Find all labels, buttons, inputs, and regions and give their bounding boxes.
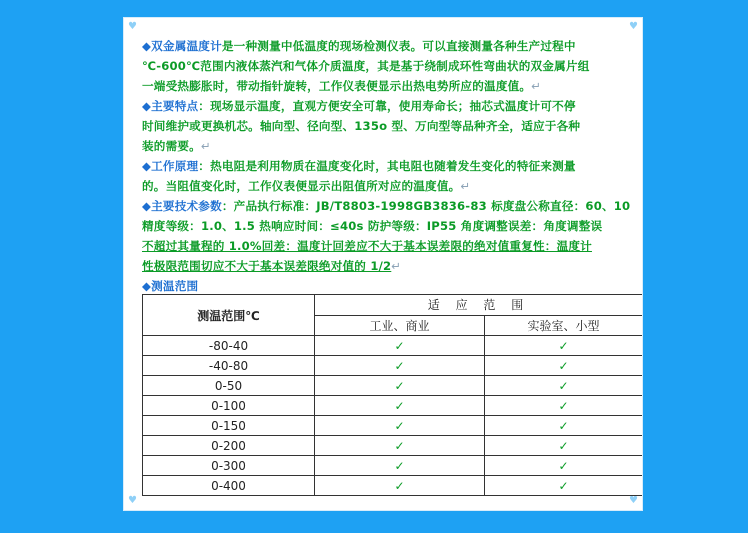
body-text: 一端受热膨胀时，带动指针旋转，工作仪表便显示出热电势所应的温度值。: [142, 79, 532, 93]
body-text: 装的需要。: [142, 139, 201, 153]
body-text: 的。当阻值变化时，工作仪表便显示出阻值所对应的温度值。: [142, 179, 461, 193]
check-cell-industry: ✓: [315, 356, 485, 376]
text-line: [142, 196, 643, 216]
text-line: [142, 116, 643, 136]
text-line: [142, 176, 643, 196]
table-row: [143, 476, 643, 496]
paragraph-mark-icon: ↵: [391, 259, 402, 273]
check-cell-laboratory: ✓: [485, 476, 643, 496]
body-text: ：热电阻是利用物质在温度变化时，其电阻也随着发生变化的特征来测量: [198, 159, 576, 173]
body-text: ℃-600℃范围内液体蒸汽和气体介质温度，其是基于绕制成环性弯曲状的双金属片组: [142, 59, 590, 73]
text-line: [142, 76, 643, 96]
laboratory-header: 实验室、小型: [485, 315, 643, 336]
check-cell-industry: ✓: [315, 376, 485, 396]
text-line: [142, 276, 643, 296]
table-row: [143, 396, 643, 416]
table-row: [143, 336, 643, 356]
text-line: [142, 56, 643, 76]
text-line: [142, 236, 643, 256]
body-text: ：现场显示温度，直观方便安全可靠，使用寿命长；抽芯式温度计可不停: [198, 99, 576, 113]
section-heading: ◆主要特点: [142, 99, 199, 113]
table-row: [143, 376, 643, 396]
table-row: [143, 456, 643, 476]
check-cell-industry: ✓: [315, 396, 485, 416]
paragraph-mark-icon: ↵: [460, 179, 471, 193]
paragraph-mark-icon: ↵: [531, 79, 542, 93]
text-line: [142, 216, 643, 236]
check-cell-industry: ✓: [315, 476, 485, 496]
range-cell: 0-400: [143, 476, 315, 496]
range-header: 测温范围℃: [143, 295, 315, 336]
section-heading: ◆测温范围: [142, 279, 199, 293]
body-text: 是一种测量中低温度的现场检测仪表。可以直接测量各种生产过程中: [221, 39, 576, 53]
heart-icon: ♥: [128, 21, 137, 32]
range-cell: 0-150: [143, 416, 315, 436]
check-cell-laboratory: ✓: [485, 416, 643, 436]
heart-icon: ♥: [128, 495, 137, 506]
table-row: [143, 416, 643, 436]
check-cell-industry: ✓: [315, 436, 485, 456]
text-line: [142, 156, 643, 176]
range-cell: -80-40: [143, 336, 315, 356]
section-heading: ◆双金属温度计: [142, 39, 222, 53]
temperature-range-table: [142, 294, 643, 496]
section-heading: ◆工作原理: [142, 159, 199, 173]
check-cell-laboratory: ✓: [485, 436, 643, 456]
check-cell-laboratory: ✓: [485, 396, 643, 416]
industry-header: 工业、商业: [315, 315, 485, 336]
body-text: ：产品执行标准：JB/T8803-1998GB3836-83 标度盘公称直径：60、10: [221, 199, 631, 213]
heart-icon: ♥: [629, 21, 638, 32]
body-text: 时间维护或更换机芯。轴向型、径向型、135o 型、万向型等品种齐全，适应于各种: [142, 119, 581, 133]
range-cell: -40-80: [143, 356, 315, 376]
body-text: 精度等级：1.0、1.5 热响应时间：≤40s 防护等级：IP55 角度调整误差：角度调整误: [142, 219, 603, 233]
text-line: [142, 256, 643, 276]
check-cell-industry: ✓: [315, 336, 485, 356]
heart-icon: ♥: [629, 495, 638, 506]
paragraph-mark-icon: ↵: [200, 139, 211, 153]
text-line: [142, 96, 643, 116]
body-text: 不超过其量程的 1.0%回差：温度计回差应不大于基本误差限的绝对值重复性：温度计: [142, 239, 592, 253]
check-cell-laboratory: ✓: [485, 356, 643, 376]
check-cell-industry: ✓: [315, 456, 485, 476]
range-cell: 0-200: [143, 436, 315, 456]
check-cell-laboratory: ✓: [485, 456, 643, 476]
range-cell: 0-50: [143, 376, 315, 396]
section-heading: ◆主要技术参数: [142, 199, 222, 213]
check-cell-laboratory: ✓: [485, 336, 643, 356]
application-header: 适 应 范 围: [315, 295, 643, 316]
text-line: [142, 136, 643, 156]
table-row: [143, 356, 643, 376]
document-card: [123, 17, 643, 511]
body-text: 性极限范围切应不大于基本误差限绝对值的 1/2: [142, 259, 392, 273]
document-text: [142, 36, 643, 296]
table-row: [143, 436, 643, 456]
range-cell: 0-300: [143, 456, 315, 476]
check-cell-laboratory: ✓: [485, 376, 643, 396]
check-cell-industry: ✓: [315, 416, 485, 436]
range-cell: 0-100: [143, 396, 315, 416]
text-line: [142, 36, 643, 56]
